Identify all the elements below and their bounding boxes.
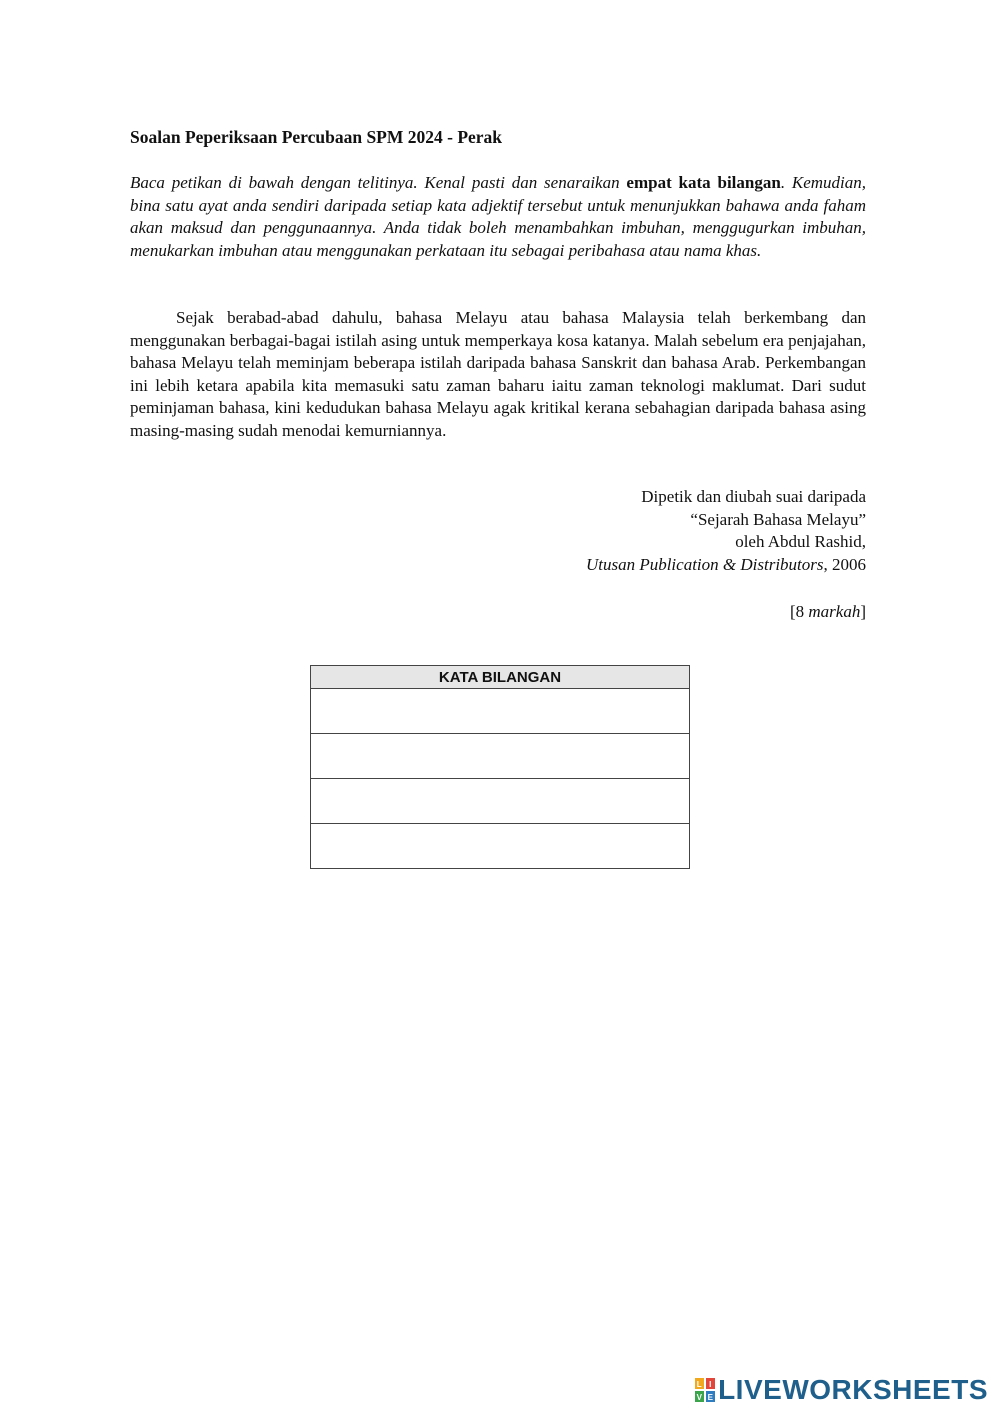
answer-row	[311, 734, 690, 779]
source-line-3: oleh Abdul Rashid,	[735, 532, 866, 552]
svg-text:L: L	[696, 1380, 703, 1389]
liveworksheets-wordmark: LIVEWORKSHEETS	[718, 1374, 988, 1405]
answer-row	[311, 689, 690, 734]
instruction-text: Baca petikan di bawah dengan telitinya. Kenal pasti dan senaraikan empat kata bilangan. Kemudian, bina satu ayat anda sendiri daripada setiap kata adjektif tersebut untuk menunjukkan bahawa anda faham akan maksud dan penggunaannya. Anda tidak boleh menambahkan imbuhan, menggugurkan imbuhan, menukarkan imbuhan atau menggunakan perkataan itu sebagai peribahasa atau nama khas.	[130, 173, 867, 260]
instruction-emphasis: empat kata bilangan	[626, 173, 781, 192]
svg-text:E: E	[707, 1393, 714, 1402]
answer-row	[311, 824, 690, 869]
answer-cell-3[interactable]	[311, 779, 690, 824]
source-publisher: Utusan Publication & Distributors	[585, 554, 824, 574]
source-citation	[466, 486, 866, 576]
marks-label: [8 markah]	[789, 602, 866, 621]
answer-cell-4[interactable]	[311, 824, 690, 869]
source-line-4	[466, 554, 866, 577]
answer-cell-2[interactable]	[311, 734, 690, 779]
answer-table-header-row	[311, 666, 690, 689]
answer-cell-1[interactable]	[311, 689, 690, 734]
liveworksheets-logo-icon	[694, 1377, 716, 1403]
answer-row	[311, 779, 690, 824]
source-line-1: Dipetik dan diubah suai daripada	[641, 487, 866, 506]
page-title: Soalan Peperiksaan Percubaan SPM 2024 - Perak	[130, 127, 503, 147]
answer-table	[310, 665, 690, 869]
source-year: , 2006	[823, 554, 866, 574]
liveworksheets-brand	[694, 1374, 988, 1406]
answer-table-header: KATA BILANGAN	[311, 666, 690, 689]
source-line-2: “Sejarah Bahasa Melayu”	[690, 509, 866, 529]
svg-text:I: I	[709, 1380, 712, 1389]
passage-text: Sejak berabad-abad dahulu, bahasa Melayu atau bahasa Malaysia telah berkembang dan menggunakan berbagai-bagai istilah asing untuk memperkaya kosa katanya. Malah sebelum era penjajahan, bahasa Melayu telah meminjam beberapa istilah daripada bahasa Sanskrit dan bahasa Arab. Perkembangan ini lebih ketara apabila kita memasuki satu zaman baharu iaitu zaman teknologi maklumat. Dari sudut peminjaman bahasa, kini kedudukan bahasa Melayu agak kritikal kerana sebahagian daripada bahasa asing masing-masing sudah menodai kemurniannya.	[130, 308, 866, 440]
svg-text:V: V	[696, 1393, 703, 1402]
